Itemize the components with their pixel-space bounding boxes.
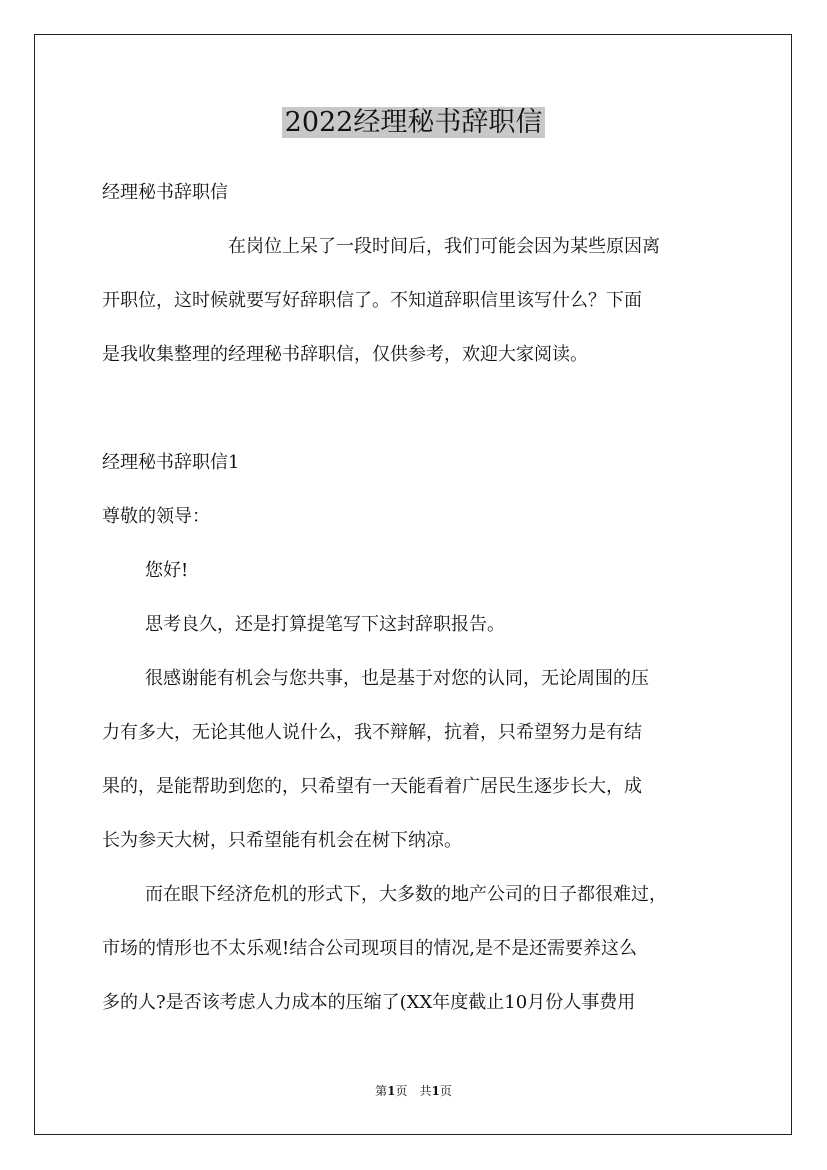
document-subtitle: 经理秘书辞职信 — [102, 182, 228, 203]
paragraph-1-line-1: 思考良久，还是打算提笔写下这封辞职报告。 — [145, 614, 505, 635]
paragraph-2-line-2: 力有多大，无论其他人说什么，我不辩解，抗着，只希望努力是有结 — [102, 722, 642, 743]
document-title-text: 2022经理秘书辞职信 — [282, 107, 546, 138]
footer-page-total: 1 — [431, 1084, 440, 1098]
footer-page-mid: 页 共 — [395, 1084, 432, 1098]
intro-line-1: 在岗位上呆了一段时间后，我们可能会因为某些原因离 — [228, 236, 660, 257]
section-heading: 经理秘书辞职信1 — [102, 452, 240, 473]
greeting: 您好! — [145, 560, 189, 581]
paragraph-3-line-3: 多的人?是否该考虑人力成本的压缩了(XX年度截止10月份人事费用 — [102, 992, 636, 1013]
salutation: 尊敬的领导： — [102, 506, 210, 527]
footer-page-current: 1 — [387, 1084, 396, 1098]
document-title — [0, 103, 827, 143]
page-footer — [0, 1083, 827, 1099]
paragraph-3-line-1: 而在眼下经济危机的形式下，大多数的地产公司的日子都很难过， — [145, 884, 667, 905]
paragraph-3-line-2: 市场的情形也不太乐观!结合公司现项目的情况,是不是还需要养这么 — [102, 938, 637, 959]
intro-line-2: 开职位，这时候就要写好辞职信了。不知道辞职信里该写什么？下面 — [102, 290, 642, 311]
paragraph-2-line-4: 长为参天大树，只希望能有机会在树下纳凉。 — [102, 830, 462, 851]
intro-line-3: 是我收集整理的经理秘书辞职信，仅供参考，欢迎大家阅读。 — [102, 344, 588, 365]
paragraph-2-line-3: 果的，是能帮助到您的，只希望有一天能看着广居民生逐步长大，成 — [102, 776, 642, 797]
paragraph-2-line-1: 很感谢能有机会与您共事，也是基于对您的认同，无论周围的压 — [145, 668, 649, 689]
footer-page-suffix: 页 — [439, 1084, 452, 1098]
footer-page-prefix: 第 — [375, 1084, 388, 1098]
